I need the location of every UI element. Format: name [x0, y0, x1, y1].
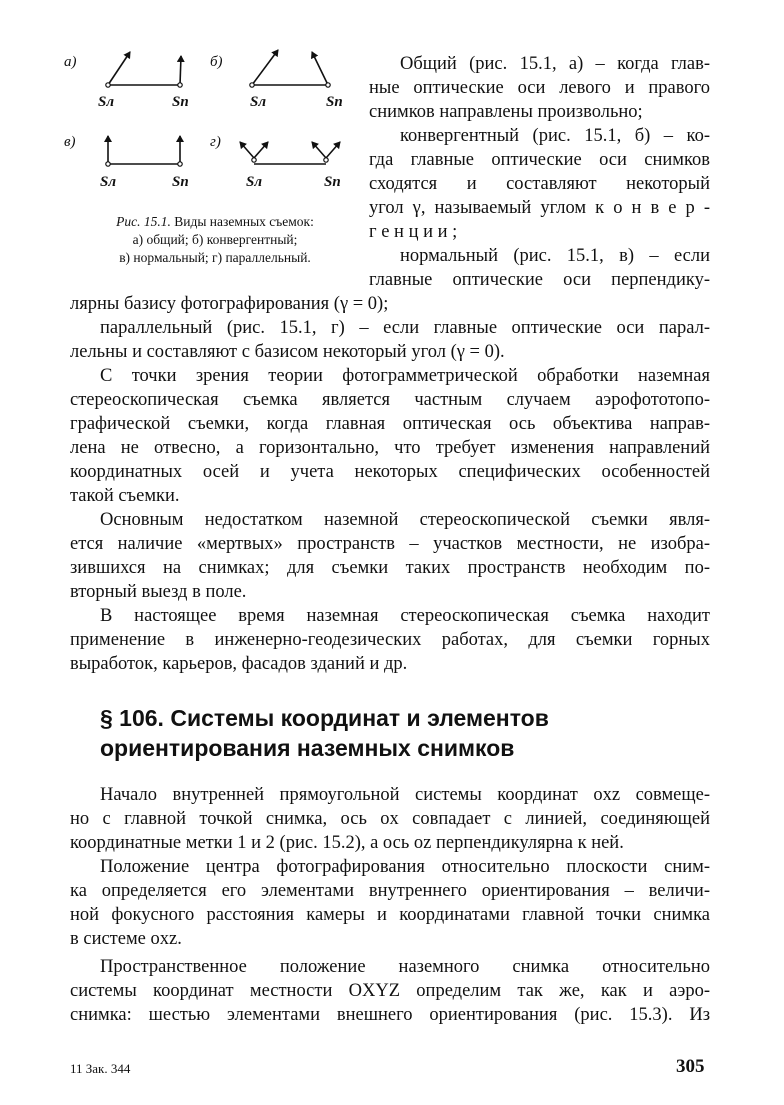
- para8-line-3: снимка: шестью элементами внешнего ориентирования (рис. 15.3). Из: [70, 1005, 710, 1025]
- para6-line-3: координатные метки 1 и 2 (рис. 15.2), а ось oz перпендикулярна к ней.: [70, 833, 624, 853]
- para8-line-2: системы координат местности OXYZ определим так же, как и аэро-: [70, 981, 710, 1001]
- panel-d-right: Sп: [324, 174, 341, 190]
- panel-c-left: Sл: [100, 174, 117, 190]
- para3-line-5: координатных осей и учета некоторых специфических особенностей: [70, 462, 710, 482]
- para4-line-3: зившихся на снимках; для съемки таких пространств необходим по-: [70, 558, 710, 578]
- para2-line-2: лельны и составляют с базисом некоторый угол (γ = 0).: [70, 342, 505, 362]
- right-col-line-2: ные оптические оси левого и правого: [369, 78, 710, 98]
- caption-line3: в) нормальный; г) параллельный.: [119, 250, 311, 265]
- right-col-line-9: нормальный (рис. 15.1, в) – если: [400, 246, 710, 266]
- figure-caption: [60, 213, 370, 267]
- panel-b-left: Sл: [250, 94, 267, 110]
- panel-d-label: г): [210, 134, 221, 150]
- para4-line-2: ется наличие «мертвых» пространств – участков местности, не изобра-: [70, 534, 710, 554]
- right-col-line-7: угол γ, называемый углом к о н в е р -: [369, 198, 710, 218]
- section-heading-line-2: ориентирования наземных снимков: [100, 735, 515, 761]
- right-col-line-10: главные оптические оси перпендику-: [369, 270, 710, 290]
- page-number: 305: [676, 1056, 705, 1077]
- panel-a-label: а): [64, 54, 77, 70]
- para3-line-2: стереоскопическая съемка является частным случаем аэрофототопо-: [70, 390, 710, 410]
- footer-left: 11 Зак. 344: [70, 1061, 131, 1076]
- para5-line-3: выработок, карьеров, фасадов зданий и др.: [70, 654, 408, 674]
- para7-line-1: Положение центра фотографирования относительно плоскости сним-: [100, 857, 710, 877]
- panel-b-right: Sп: [326, 94, 343, 110]
- para8-line-1: Пространственное положение наземного снимка относительно: [100, 957, 710, 977]
- right-col-line-1: Общий (рис. 15.1, а) – когда глав-: [400, 54, 710, 74]
- para3-line-1: С точки зрения теории фотограмметрической обработки наземная: [100, 366, 710, 386]
- para3-line-4: лена не отвесно, а горизонтально, что требует изменения направлений: [70, 438, 710, 458]
- para3-line-6: такой съемки.: [70, 486, 180, 506]
- para7-line-3: ной фокусного расстояния камеры и координатами главной точки снимка: [70, 905, 710, 925]
- para6-line-2: но с главной точкой снимка, ось ox совпадает с линией, соединяющей: [70, 809, 710, 829]
- right-col-line-3: снимков направлены произвольно;: [369, 102, 643, 122]
- para1-end: лярны базису фотографирования (γ = 0);: [70, 294, 389, 314]
- para7-line-2: ка определяется его элементами внутреннего ориентирования – величи-: [70, 881, 710, 901]
- caption-line1: Виды наземных съемок:: [174, 214, 314, 229]
- panel-b-label: б): [210, 54, 223, 70]
- para4-line-4: вторный выезд в поле.: [70, 582, 247, 602]
- panel-d-left: Sл: [246, 174, 263, 190]
- para5-line-2: применение в инженерно-геодезических работах, для съемки горных: [70, 630, 710, 650]
- para6-line-1: Начало внутренней прямоугольной системы координат oxz совмеще-: [100, 785, 710, 805]
- panel-a-left: Sл: [98, 94, 115, 110]
- right-col-line-6: сходятся и составляют некоторый: [369, 174, 710, 194]
- caption-line2: а) общий; б) конвергентный;: [132, 232, 298, 247]
- para7-line-4: в системе oxz.: [70, 929, 182, 949]
- section-heading-line-1: § 106. Системы координат и элементов: [100, 705, 549, 731]
- panel-c-right: Sп: [172, 174, 189, 190]
- para5-line-1: В настоящее время наземная стереоскопическая съемка находит: [100, 606, 710, 626]
- para3-line-3: графической съемки, когда главная оптическая ось объектива направ-: [70, 414, 710, 434]
- right-col-line-8: г е н ц и и ;: [369, 222, 458, 242]
- right-col-line-5: гда главные оптические оси снимков: [369, 150, 710, 170]
- caption-title: Рис. 15.1.: [116, 214, 171, 229]
- para4-line-1: Основным недостатком наземной стереоскопической съемки явля-: [100, 510, 710, 530]
- right-col-line-4: конвергентный (рис. 15.1, б) – ко-: [400, 126, 710, 146]
- para2-line-1: параллельный (рис. 15.1, г) – если главные оптические оси парал-: [100, 318, 710, 338]
- panel-a-right: Sп: [172, 94, 189, 110]
- panel-c-label: в): [64, 134, 76, 150]
